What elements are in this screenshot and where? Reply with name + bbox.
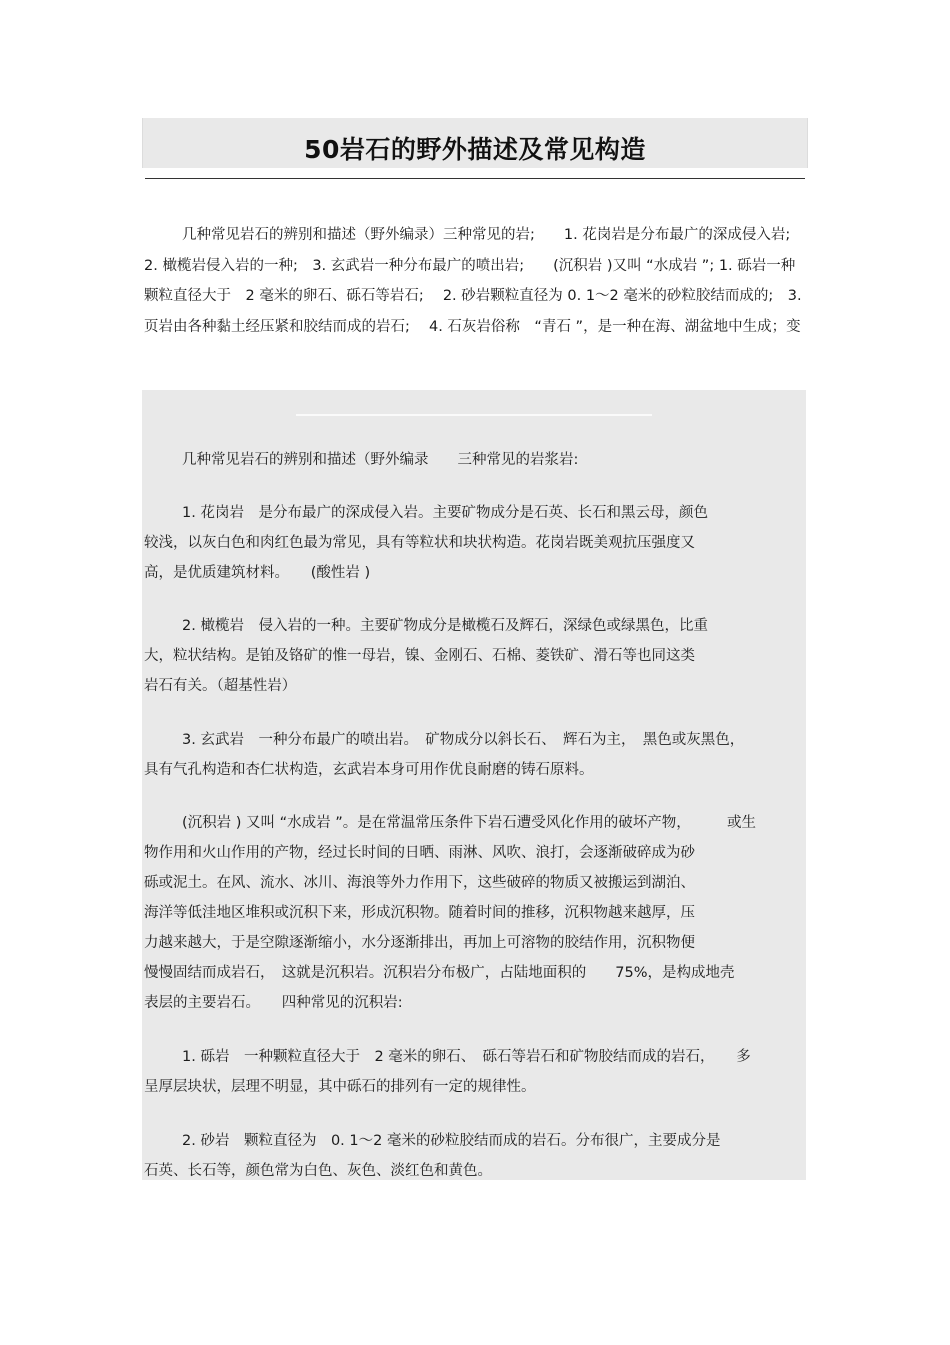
granite-line-2: 较浅，以灰白色和肉红色最为常见，具有等粒状和块状构造。花岗岩既美观抗压强度又 (144, 535, 695, 551)
granite-line-3: 高，是优质建筑材料。 (酸性岩 ) (144, 565, 371, 581)
sedimentary-line-2: 物作用和火山作用的产物，经过长时间的日晒、雨淋、风吹、浪打，会逐渐破碎成为砂 (144, 845, 695, 861)
sedimentary-line-1: (沉积岩 ) 又叫 “水成岩 ”。是在常温常压条件下岩石遭受风化作用的破坏产物， 或生 (182, 815, 757, 831)
title-underline (145, 178, 805, 179)
title-banner (142, 118, 808, 168)
sedimentary-line-4: 海洋等低洼地区堆积或沉积下来，形成沉积物。随着时间的推移，沉积物越来越厚，压 (144, 905, 695, 921)
sedimentary-line-5: 力越来越大，于是空隙逐渐缩小，水分逐渐排出，再加上可溶物的胶结作用，沉积物便 (144, 935, 695, 951)
peridotite-line-3: 岩石有关。（超基性岩） (144, 678, 297, 694)
summary-block (142, 214, 806, 388)
basalt-line-1: 3. 玄武岩 一种分布最广的喷出岩。 矿物成分以斜长石、 辉石为主， 黑色或灰黑色， (182, 732, 745, 748)
sedimentary-line-3: 砾或泥土。在风、流水、冰川、海浪等外力作用下，这些破碎的物质又被搬运到湖泊、 (144, 875, 695, 891)
summary-paragraph: 几种常见岩石的辨别和描述（野外编录）三种常见的岩; 1. 花岗岩是分布最广的深成侵入岩; 2. 橄榄岩侵入岩的一种; 3. 玄武岩一种分布最广的喷出岩; (沉积岩 )又叫 “水成岩 ”; 1. 砾岩一种颗粒直径大于 2 毫米的卵石、砾石等岩石; 2. 砂岩颗粒直径为 0. 1～2 毫米的砂粒胶结而成的; 3. 页岩由各种黏土经压紧和胶结而成的岩石; 4. 石灰岩俗称 “青石 ”，是一种在海、湖盆地中生成；变 (144, 227, 805, 335)
intro-line: 几种常见岩石的辨别和描述（野外编录 三种常见的岩浆岩: (182, 452, 579, 468)
basalt-line-2: 具有气孔构造和杏仁状构造，玄武岩本身可用作优良耐磨的铸石原料。 (144, 762, 594, 778)
section-divider (296, 414, 652, 416)
sedimentary-line-7: 表层的主要岩石。 四种常见的沉积岩: (144, 995, 403, 1011)
peridotite-line-1: 2. 橄榄岩 侵入岩的一种。主要矿物成分是橄榄石及辉石，深绿色或绿黑色，比重 (182, 618, 708, 634)
sandstone-line-1: 2. 砂岩 颗粒直径为 0. 1～2 毫米的砂粒胶结而成的岩石。分布很广，主要成分是 (182, 1133, 721, 1149)
conglomerate-line-1: 1. 砾岩 一种颗粒直径大于 2 毫米的卵石、 砾石等岩石和矿物胶结而成的岩石， 多 (182, 1049, 751, 1065)
granite-line-1: 1. 花岗岩 是分布最广的深成侵入岩。主要矿物成分是石英、长石和黑云母，颜色 (182, 505, 708, 521)
article-body (142, 390, 806, 1180)
conglomerate-line-2: 呈厚层块状，层理不明显，其中砾石的排列有一定的规律性。 (144, 1079, 536, 1095)
sandstone-line-2: 石英、长石等，颜色常为白色、灰色、淡红色和黄色。 (144, 1163, 492, 1179)
document-title: 50岩石的野外描述及常见构造 (304, 135, 646, 164)
sedimentary-line-6: 慢慢固结而成岩石， 这就是沉积岩。沉积岩分布极广，占陆地面积的 75%，是构成地壳 (144, 965, 735, 981)
peridotite-line-2: 大，粒状结构。是铂及铬矿的惟一母岩，镍、金刚石、石棉、菱铁矿、滑石等也同这类 (144, 648, 695, 664)
